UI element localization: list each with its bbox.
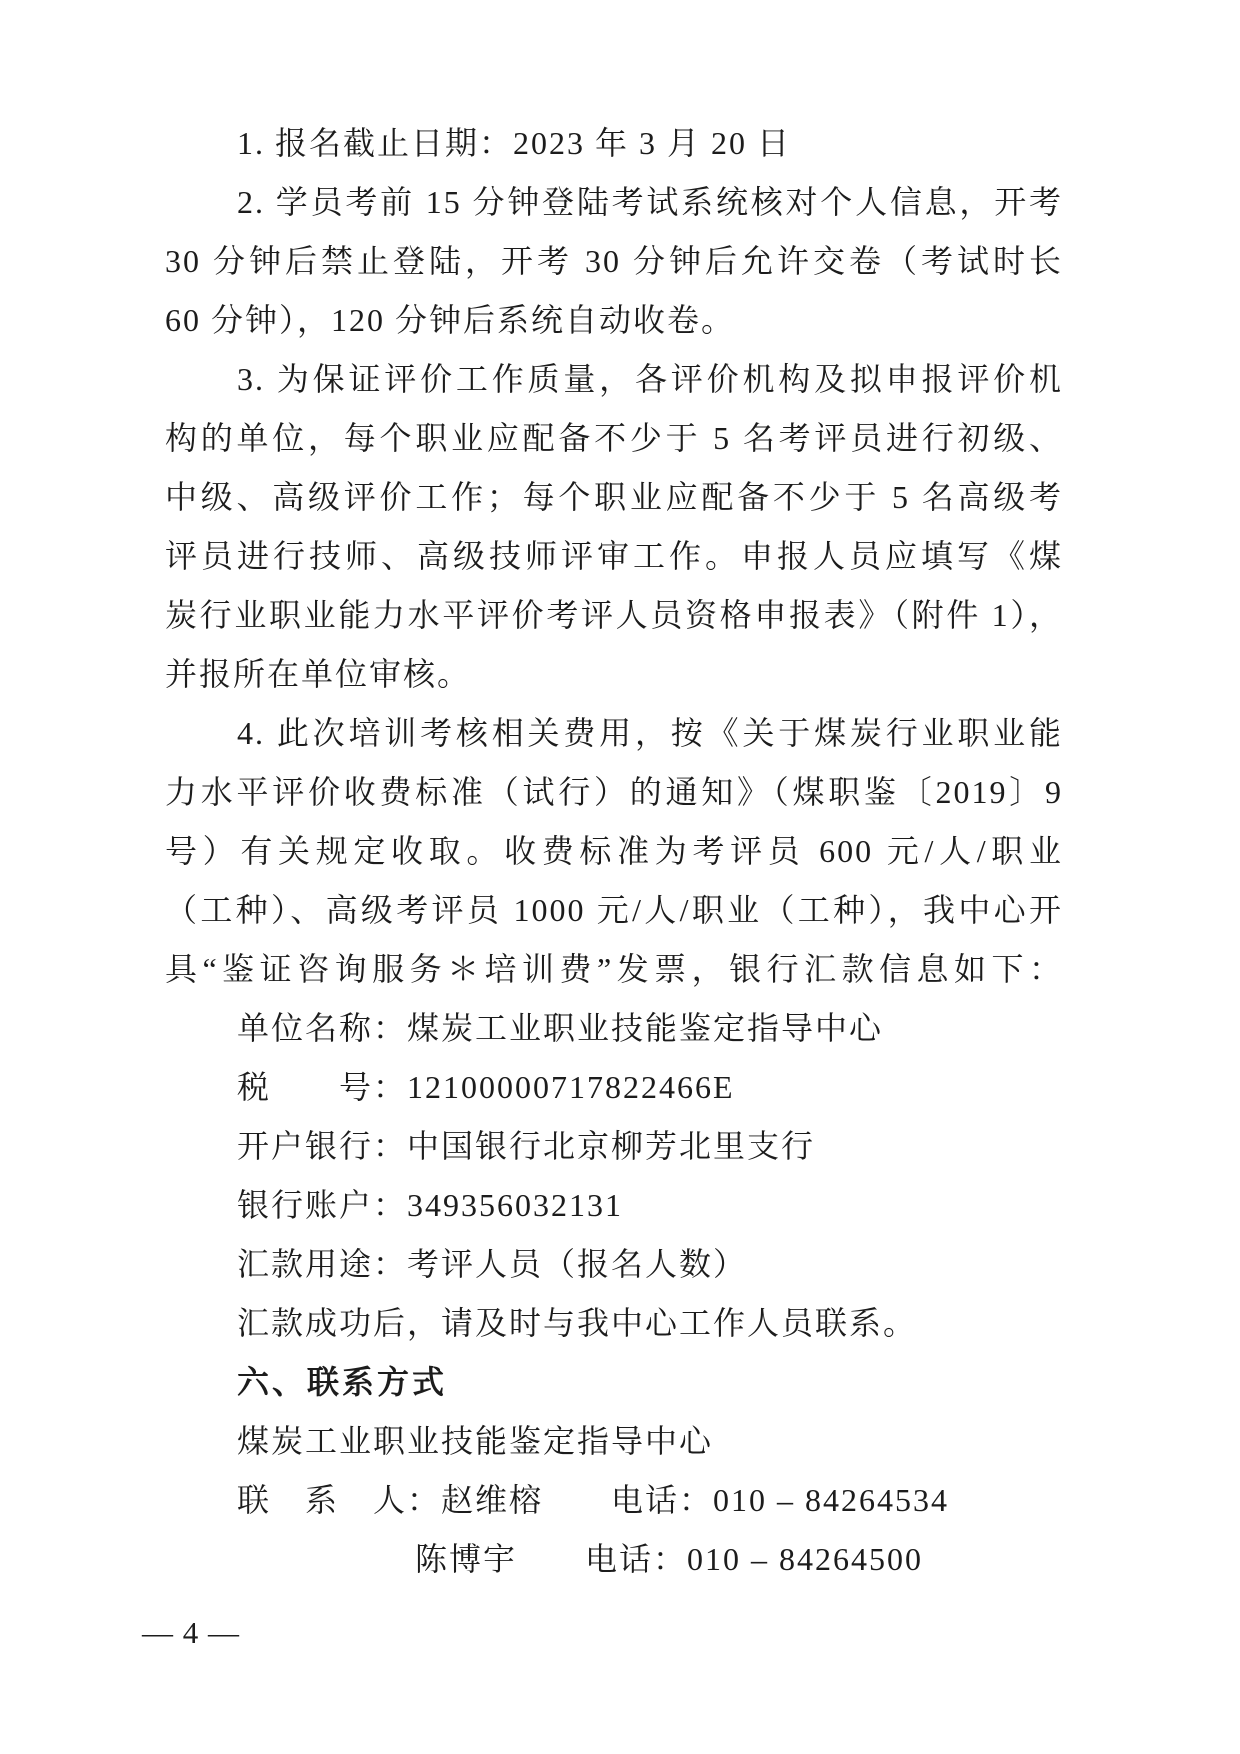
bank-info-purpose: 汇款用途：考评人员（报名人数） bbox=[237, 1246, 748, 1282]
doc-line: 炭行业职业能力水平评价考评人员资格申报表》（附件 1）， bbox=[165, 597, 1063, 633]
doc-line: 构的单位，每个职业应配备不少于 5 名考评员进行初级、 bbox=[165, 420, 1063, 456]
doc-line: 具“鉴证咨询服务＊培训费”发票，银行汇款信息如下： bbox=[165, 951, 1063, 987]
doc-line: 中级、高级评价工作；每个职业应配备不少于 5 名高级考 bbox=[165, 479, 1063, 515]
doc-line: （工种）、高级考评员 1000 元/人/职业（工种），我中心开 bbox=[165, 892, 1063, 928]
bank-info-tax-number: 税 号：12100000717822466E bbox=[237, 1069, 735, 1105]
page-number: — 4 — bbox=[142, 1615, 240, 1650]
bank-info-bank-name: 开户银行：中国银行北京柳芳北里支行 bbox=[237, 1128, 816, 1164]
bank-info-account: 银行账户：349356032131 bbox=[237, 1187, 624, 1223]
doc-line: 30 分钟后禁止登陆，开考 30 分钟后允许交卷（考试时长 bbox=[165, 243, 1063, 279]
doc-line: 60 分钟），120 分钟后系统自动收卷。 bbox=[165, 302, 736, 338]
doc-line: 4. 此次培训考核相关费用，按《关于煤炭行业职业能 bbox=[237, 715, 1063, 751]
doc-line: 并报所在单位审核。 bbox=[165, 656, 472, 692]
contact-line-1: 联 系 人：赵维榕 电话：010 – 84264534 bbox=[237, 1482, 950, 1518]
section-heading-contact: 六、联系方式 bbox=[237, 1364, 448, 1400]
doc-line: 号）有关规定收取。收费标准为考评员 600 元/人/职业 bbox=[165, 833, 1063, 869]
bank-info-unit-name: 单位名称：煤炭工业职业技能鉴定指导中心 bbox=[237, 1010, 884, 1046]
doc-line: 2. 学员考前 15 分钟登陆考试系统核对个人信息，开考 bbox=[237, 184, 1063, 220]
doc-line-deadline: 1. 报名截止日期：2023 年 3 月 20 日 bbox=[237, 125, 792, 161]
doc-line: 力水平评价收费标准（试行）的通知》（煤职鉴〔2019〕9 bbox=[165, 774, 1063, 810]
contact-line-2: 陈博宇 电话：010 – 84264500 bbox=[415, 1541, 924, 1577]
doc-line: 评员进行技师、高级技师评审工作。申报人员应填写《煤 bbox=[165, 538, 1063, 574]
contact-organization: 煤炭工业职业技能鉴定指导中心 bbox=[237, 1423, 714, 1459]
doc-line: 3. 为保证评价工作质量，各评价机构及拟申报评价机 bbox=[237, 361, 1063, 397]
document-body bbox=[165, 114, 1063, 1589]
doc-line-remittance-note: 汇款成功后，请及时与我中心工作人员联系。 bbox=[237, 1305, 918, 1341]
